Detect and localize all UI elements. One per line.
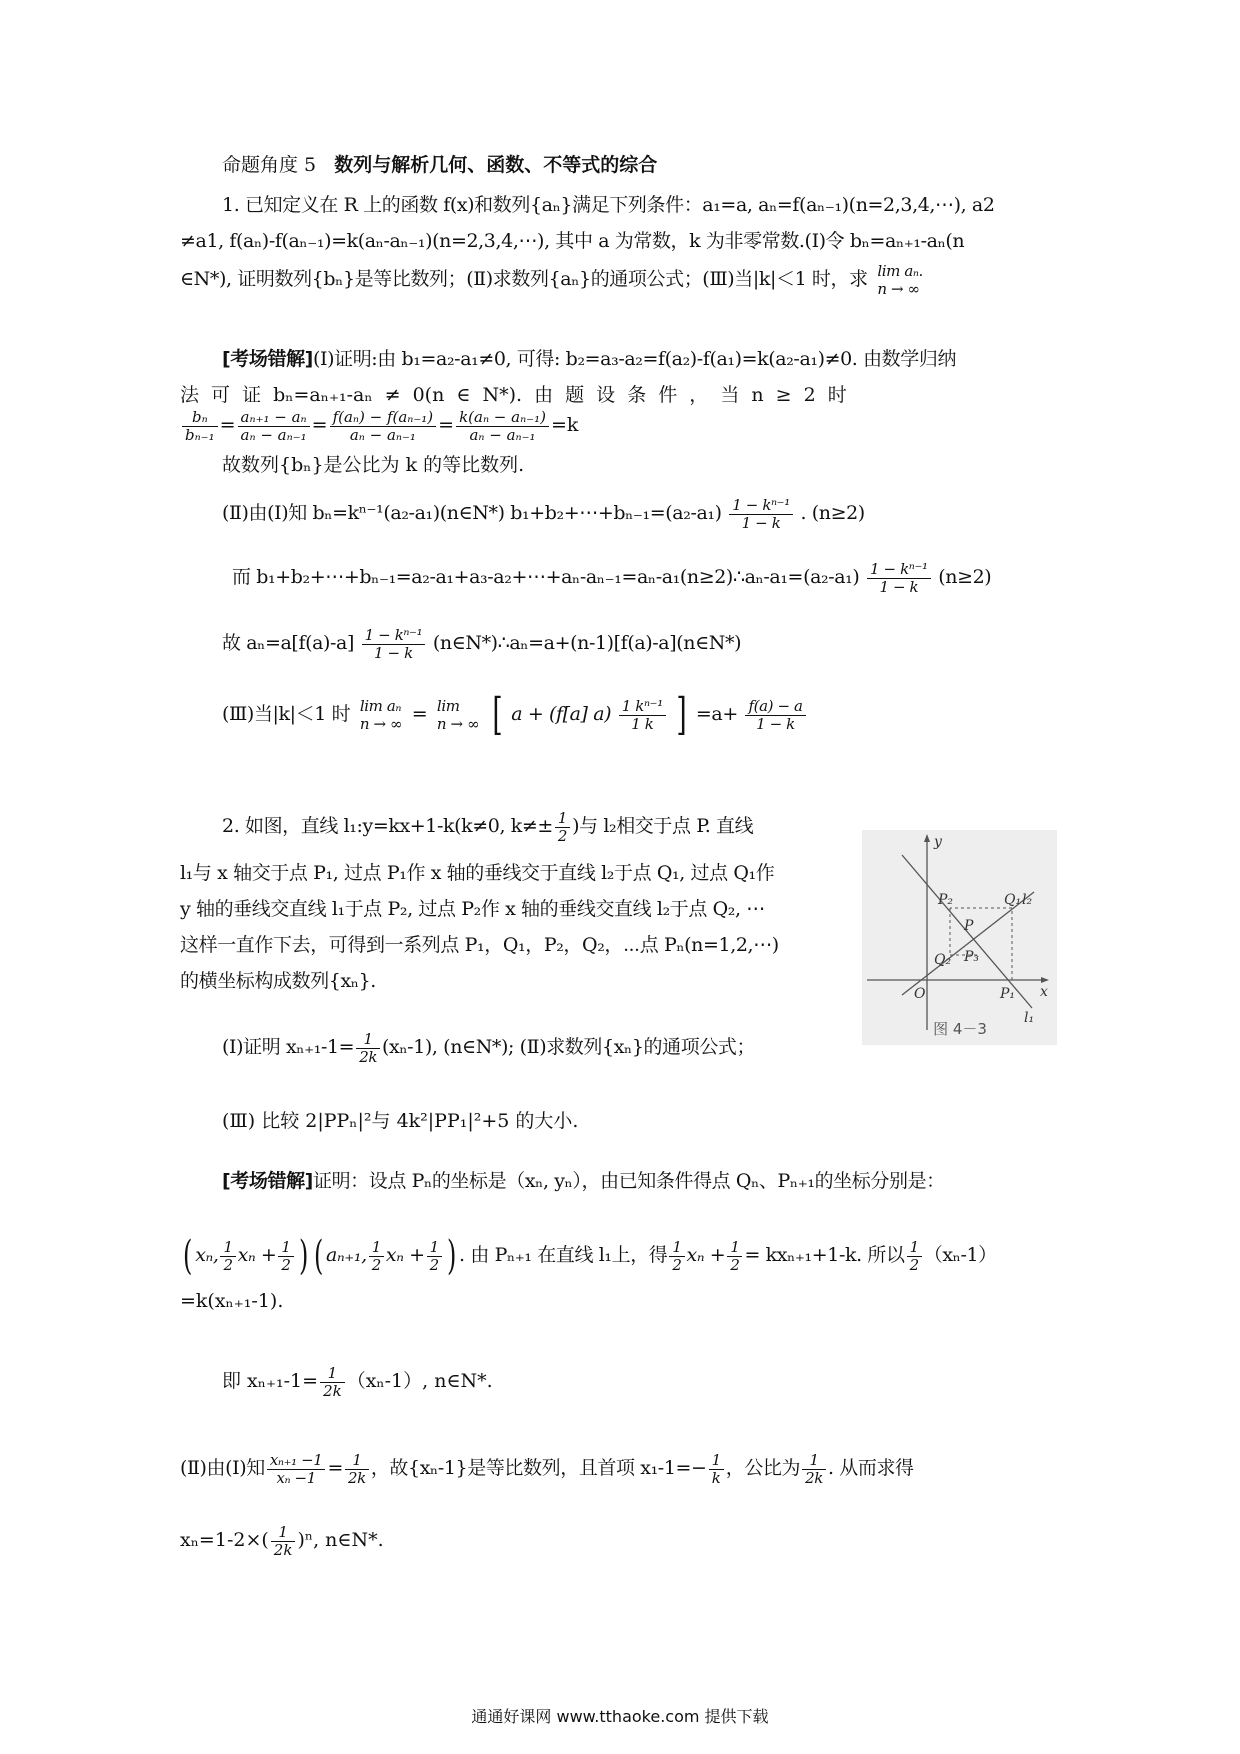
label-l2: l₂ — [1022, 892, 1033, 908]
fraction-b: $\frac{\text{bₙ}}{\text{bₙ₋₁}}$ — [182, 409, 218, 444]
label-y: y — [934, 834, 942, 850]
line-7-tail: (n∈N*)∴aₙ=a+(n-1)[f(a)-a](n∈N*) — [432, 632, 742, 654]
solution-2-line-2-tail: = kxₙ₊₁+1-k. 所以 — [744, 1244, 905, 1266]
label-q1: Q₁ — [1004, 892, 1022, 908]
problem-2-line-3: y 轴的垂线交直线 l₁于点 P₂, 过点 P₂作 x 轴的垂线交直线 l₂于点 Q₂, ⋯ — [180, 898, 765, 920]
fraction-k-diff: $\frac{\text{k(aₙ − aₙ₋₁)}}{\text{aₙ − aₙ₋₁}}$ — [456, 409, 549, 444]
solution-2-line-2-mid: . 由 Pₙ₊₁ 在直线 l₁上，得 — [459, 1244, 668, 1266]
problem-2-line-7: (Ⅲ) 比较 2|PPₙ|²与 4k²|PP₁|²+5 的大小. — [222, 1110, 579, 1132]
equals: = — [311, 414, 328, 436]
problem-2-line-1-tail: )与 l₂相交于点 P. 直线 — [572, 815, 754, 837]
solution-1-line-6 — [232, 556, 991, 598]
label-p1: P₁ — [1000, 986, 1016, 1002]
line-6-tail: (n≥2) — [938, 566, 992, 588]
label-p2: P₂ — [938, 892, 954, 908]
equals-k: =k — [550, 414, 579, 436]
label-x: x — [1040, 984, 1048, 1000]
solution-2-line-3: =k(xₙ₊₁-1). — [180, 1290, 284, 1312]
limit-inner: a + (f[a] a) — [511, 703, 612, 725]
solution-1-line-7 — [222, 622, 741, 664]
solution-1-line-8 — [222, 686, 808, 742]
line-5-tail: . (n≥2) — [800, 502, 865, 524]
equals: = — [219, 414, 236, 436]
fraction-1-over-2k: $\frac{1}{2k}$ — [356, 1031, 380, 1066]
limit-an: lim aₙ n → ∞ — [359, 697, 403, 733]
problem-2-line-6-tail: (xₙ-1), (n∈N*); (Ⅱ)求数列{xₙ}的通项公式； — [382, 1036, 756, 1058]
solution-1-line-4: 故数列{bₙ}是公比为 k 的等比数列. — [222, 454, 525, 476]
solution-2-line-4-text: 即 xₙ₊₁-1= — [222, 1370, 319, 1392]
line-7-text: 故 aₙ=a[f(a)-a] — [222, 632, 354, 654]
problem-2-line-1 — [222, 806, 753, 846]
line-5-text: (Ⅱ)由(Ⅰ)知 bₙ=kⁿ⁻¹(a₂-a₁)(n∈N*) b₁+b₂+⋯+bₙ₋₁=(a₂-a₁) — [222, 502, 722, 524]
right-bracket: ] — [676, 689, 687, 740]
solution-2-line-2: ( xₙ, $\frac{1}{2}$ xₙ + $\frac{1}{2}$ ) ( aₙ₊₁, $\frac{1}{2}$ xₙ + $\frac{1}{2}$ ) . 由 Pₙ₊₁ 在直线 l₁上，得 $\frac{1}{2}$ xₙ + $\frac{1}{2}$ = kxₙ₊₁+1-k. 所以 $\frac{1}{2}$ （xₙ-1） — [183, 1233, 997, 1279]
problem-1-line-3-text: ∈N*), 证明数列{bₙ}是等比数列；(Ⅱ)求数列{aₙ}的通项公式；(Ⅲ)当|k|＜1 时，求 — [180, 268, 868, 290]
equals: = — [438, 414, 455, 436]
solution-1-line-2: 法 可 证 bₙ=aₙ₊₁-aₙ ≠ 0(n ∈ N*). 由 题 设 条 件 ， 当 n ≥ 2 时 — [180, 384, 847, 406]
section-title — [222, 150, 657, 180]
result-prefix: =a+ — [695, 703, 738, 725]
fraction-geom-sum: $\frac{\text{1 − kⁿ⁻¹}}{1 - k}$ — [867, 561, 931, 596]
fraction-f-diff: $\frac{\text{f(aₙ) − f(aₙ₋₁)}}{\text{aₙ − aₙ₋₁}}$ — [330, 409, 437, 444]
page-footer: 通通好课网 www.tthaoke.com 提供下载 — [471, 1707, 769, 1726]
label-o: O — [914, 986, 926, 1002]
problem-1-limit — [877, 262, 923, 298]
limit-top: lim aₙ. — [877, 262, 923, 280]
solution-2-line-1 — [222, 1166, 945, 1196]
solution-1-tag: [考场错解] — [222, 348, 313, 370]
label-q2: Q₂ — [934, 952, 952, 968]
problem-2-line-1-text: 2. 如图，直线 l₁:y=kx+1-k(k≠0, k≠± — [222, 815, 553, 837]
solution-2-line-4-tail: （xₙ-1）, n∈N*. — [346, 1370, 493, 1392]
problem-2-line-6 — [222, 1026, 755, 1068]
solution-1-line-1-text: (Ⅰ)证明:由 b₁=a₂-a₁≠0, 可得: b₂=a₃-a₂=f(a₂)-f(a₁)=k(a₂-a₁)≠0. 由数学归纳 — [312, 348, 957, 370]
figure-diagram — [862, 830, 1057, 1045]
solution-2-line-5: (Ⅱ)由(Ⅰ)知 $\frac{\text{xₙ₊₁ −1}}{\text{xₙ −1}}$ = $\frac{1}{2k}$ ，故{xₙ-1}是等比数列，且首项 x₁-1=− $\frac{1}{k}$ ，公比为 $\frac{1}{2k}$ . 从而求得 — [180, 1450, 914, 1487]
problem-1-line-1: 1. 已知定义在 R 上的函数 f(x)和数列{aₙ}满足下列条件：a₁=a, aₙ=f(aₙ₋₁)(n=2,3,4,⋯), a2 — [222, 194, 995, 216]
left-bracket: [ — [492, 689, 503, 740]
solution-1-fraction-chain — [180, 402, 578, 448]
solution-2-line-1-text: 证明：设点 Pₙ的坐标是（xₙ, yₙ），由已知条件得点 Qₙ、Pₙ₊₁的坐标分别是： — [312, 1170, 945, 1192]
problem-1-line-3 — [180, 262, 927, 298]
label-p: P — [964, 918, 974, 934]
equals: = — [411, 703, 428, 725]
solution-1-line-1 — [222, 344, 956, 374]
label-p3: P₃ — [964, 949, 980, 965]
problem-2-line-2: l₁与 x 轴交于点 P₁, 过点 P₁作 x 轴的垂线交于直线 l₂于点 Q₁, 过点 Q₁作 — [180, 862, 775, 884]
limit-bottom: n → ∞ — [877, 280, 920, 298]
problem-1-line-2: ≠a1, f(aₙ)-f(aₙ₋₁)=k(aₙ-aₙ₋₁)(n=2,3,4,⋯), 其中 a 为常数，k 为非零常数.(Ⅰ)令 bₙ=aₙ₊₁-aₙ(n — [180, 230, 965, 252]
fraction-result: $\frac{f(a) - a}{1 - k}$ — [745, 698, 805, 733]
section-title-prefix: 命题角度 5 — [222, 154, 317, 176]
problem-2-line-4: 这样一直作下去，可得到一系列点 P₁，Q₁，P₂，Q₂，⋯点 Pₙ(n=1,2,⋯) — [180, 934, 779, 956]
solution-2-line-6-tail: )ⁿ, n∈N*. — [297, 1529, 384, 1551]
solution-2-line-6: xₙ=1-2×( $\frac{1}{2k}$ )ⁿ, n∈N*. — [180, 1522, 384, 1559]
line-8-text: (Ⅲ)当|k|＜1 时 — [222, 703, 351, 725]
problem-2-line-5: 的横坐标构成数列{xₙ}. — [180, 970, 376, 992]
fraction-geom-sum: $\frac{\text{1 − kⁿ⁻¹}}{1 - k}$ — [362, 627, 426, 662]
fraction-a-diff: $\frac{\text{aₙ₊₁ − aₙ}}{\text{aₙ − aₙ₋₁}}$ — [238, 409, 310, 444]
section-title-main: 数列与解析几何、函数、不等式的综合 — [334, 154, 658, 176]
limit-expr: lim n → ∞ — [436, 697, 480, 733]
label-l1: l₁ — [1024, 1010, 1035, 1026]
line-6-text: 而 b₁+b₂+⋯+bₙ₋₁=a₂-a₁+a₃-a₂+⋯+aₙ-aₙ₋₁=aₙ-a₁(n≥2)∴aₙ-a₁=(a₂-a₁) — [232, 566, 860, 588]
problem-2-line-6-text: (Ⅰ)证明 xₙ₊₁-1= — [222, 1036, 355, 1058]
fraction-geom-sum: $\frac{\text{1 − kⁿ⁻¹}}{1 - k}$ — [729, 497, 793, 532]
solution-2-line-5-text: (Ⅱ)由(Ⅰ)知 — [180, 1457, 265, 1479]
fraction-inner: $\frac{\text{1 kⁿ⁻¹}}{1 k}$ — [619, 698, 666, 733]
solution-1-line-5 — [222, 492, 865, 534]
figure-4-3 — [862, 830, 1057, 1045]
solution-2-line-2-end: （xₙ-1） — [923, 1244, 997, 1266]
solution-2-line-4: 即 xₙ₊₁-1= $\frac{1}{2k}$ （xₙ-1）, n∈N*. — [222, 1363, 493, 1400]
solution-2-line-6-text: xₙ=1-2×( — [180, 1529, 269, 1551]
fraction-half: $\frac{1}{2}$ — [555, 810, 570, 845]
solution-2-tag: [考场错解] — [222, 1170, 313, 1192]
figure-caption: 图 4－3 — [933, 1020, 987, 1038]
